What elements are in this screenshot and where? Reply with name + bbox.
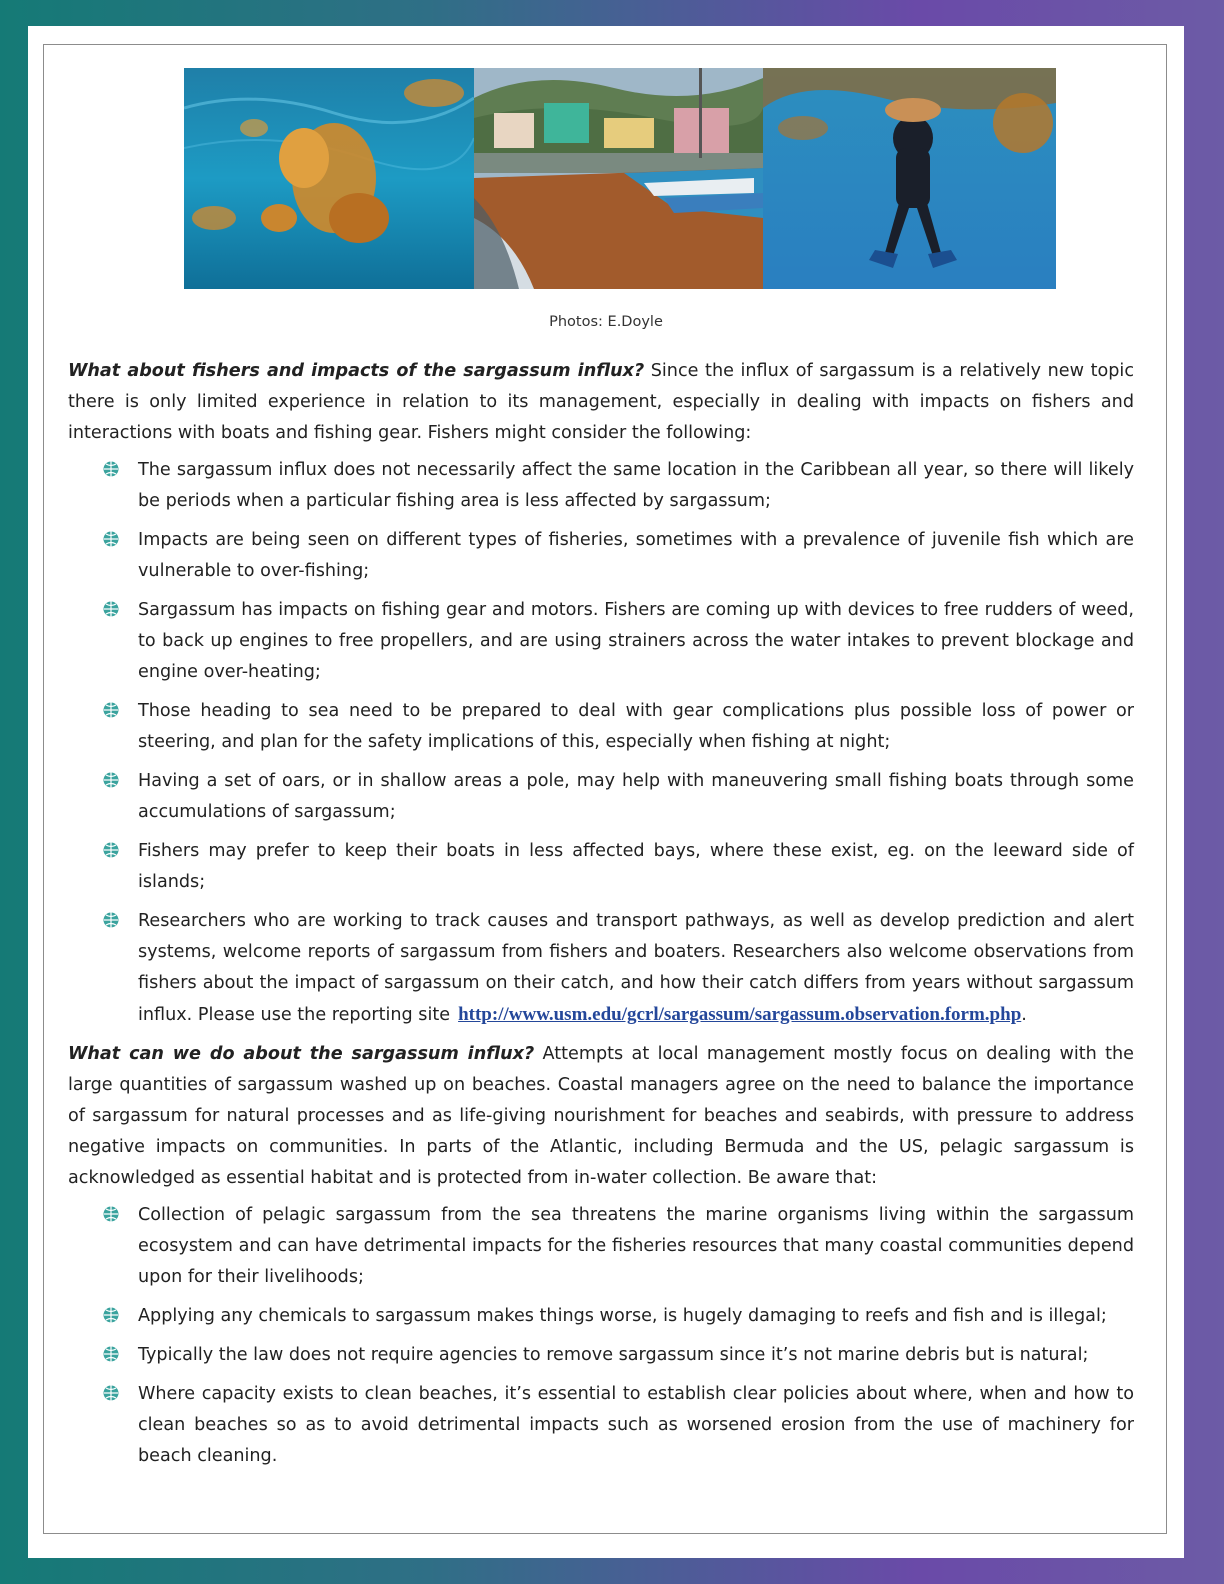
document-body	[68, 356, 1134, 1480]
globe-bullet-icon	[102, 460, 120, 478]
globe-bullet-icon	[102, 771, 120, 789]
photo-caption: Photos: E.Doyle	[549, 314, 663, 330]
document-page	[28, 26, 1184, 1558]
list-item: Collection of pelagic sargassum from the sea threatens the marine organisms living within the sargassum ecosystem and can have detrimental impacts for the fisheries resources that many coastal communities depend upon for their livelihoods;	[138, 1200, 1134, 1293]
globe-bullet-icon	[102, 1306, 120, 1324]
globe-bullet-icon	[102, 841, 120, 859]
globe-bullet-icon	[102, 911, 120, 929]
list-item: Sargassum has impacts on fishing gear and motors. Fishers are coming up with devices to free rudders of weed, to back up engines to free propellers, and are using strainers across the water intakes to prevent blockage and engine over-heating;	[138, 595, 1134, 688]
globe-bullet-icon	[102, 1205, 120, 1223]
globe-bullet-icon	[102, 1345, 120, 1363]
globe-bullet-icon	[102, 1384, 120, 1402]
section-management-intro	[68, 1039, 1134, 1194]
list-item: Where capacity exists to clean beaches, it’s essential to establish clear policies about where, when and how to clean beaches so as to avoid detrimental impacts such as worsened erosion from the use of machinery for beach cleaning.	[138, 1379, 1134, 1472]
photo-diver	[763, 68, 1056, 289]
list-item: Having a set of oars, or in shallow areas a pole, may help with maneuvering small fishing boats through some accumulations of sargassum;	[138, 766, 1134, 828]
photo-sargassum-underwater	[184, 68, 474, 289]
list-item: Typically the law does not require agencies to remove sargassum since it’s not marine debris but is natural;	[138, 1340, 1134, 1371]
section-heading: What can we do about the sargassum influx?	[68, 1044, 535, 1064]
list-item: Those heading to sea need to be prepared to deal with gear complications plus possible loss of power or steering, and plan for the safety implications of this, especially when fishing at night;	[138, 696, 1134, 758]
section-fishers-intro	[68, 356, 1134, 449]
photo-strip	[184, 68, 1056, 289]
globe-bullet-icon	[102, 530, 120, 548]
list-item: Researchers who are working to track causes and transport pathways, as well as develop prediction and alert systems, welcome reports of sargassum from fishers and boaters. Researchers also welcome observations from fishers about the impact of sargassum on their catch, and how their catch differs from years without sargassum influx. Please use the reporting site http://www.usm.edu/gcrl/sargassum/sargassum.observation.form.php.	[138, 906, 1134, 1031]
globe-bullet-icon	[102, 600, 120, 618]
globe-bullet-icon	[102, 701, 120, 719]
reporting-site-link[interactable]: http://www.usm.edu/gcrl/sargassum/sargassum.observation.form.php	[458, 1004, 1022, 1025]
section-intro-text: Since the influx of sargassum is a relatively new topic there is only limited experience in relation to its management, especially in dealing with impacts on fishers and interactions with boats and fishing gear. Fishers might consider the following:	[68, 361, 1134, 443]
fishers-bullet-list	[68, 455, 1134, 1031]
list-item: Applying any chemicals to sargassum makes things worse, is hugely damaging to reefs and fish and is illegal;	[138, 1301, 1134, 1332]
section-heading: What about fishers and impacts of the sargassum influx?	[68, 361, 645, 381]
photo-beach-boats	[474, 68, 763, 289]
section-intro-text: Attempts at local management mostly focus on dealing with the large quantities of sargassum washed up on beaches. Coastal managers agree on the need to balance the importance of sargassum for natural processes and as life-giving nourishment for beaches and seabirds, with pressure to address negative impacts on communities. In parts of the Atlantic, including Bermuda and the US, pelagic sargassum is acknowledged as essential habitat and is protected from in-water collection. Be aware that:	[68, 1044, 1135, 1188]
list-item: The sargassum influx does not necessarily affect the same location in the Caribbean all year, so there will likely be periods when a particular fishing area is less affected by sargassum;	[138, 455, 1134, 517]
management-bullet-list	[68, 1200, 1134, 1472]
list-item: Fishers may prefer to keep their boats in less affected bays, where these exist, eg. on the leeward side of islands;	[138, 836, 1134, 898]
list-item: Impacts are being seen on different types of fisheries, sometimes with a prevalence of juvenile fish which are vulnerable to over-fishing;	[138, 525, 1134, 587]
